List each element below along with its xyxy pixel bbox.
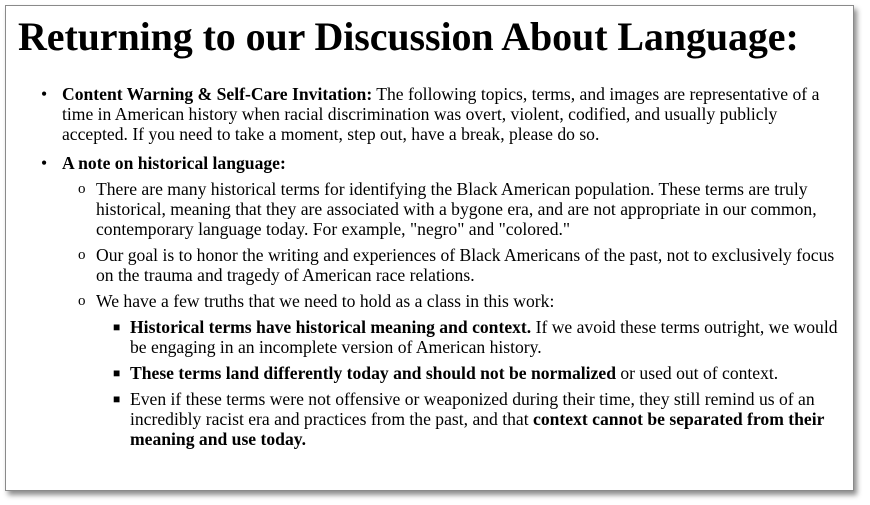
bullet-square-icon: ■ [113,392,121,406]
slide-content [6,84,846,458]
truths-text: We have a few truths that we need to hold as a class in this work: [96,291,555,311]
bullet-square-icon: ■ [113,366,121,380]
truth-land-bold: These terms land differently today and should not be normalized [130,363,616,383]
content-warning-heading: Content Warning & Self-Care Invitation: [62,84,373,104]
truth-item-meaning [96,317,846,357]
terms-text: There are many historical terms for identifying the Black American population. These terms are truly historical, meaning that they are associated with a bygone era, and are not appropriate in our common, contemporary language today. For example, "negro" and "colored." [96,179,817,239]
content-warning-text: The following topics, terms, and images are representative of a time in American history when racial discrimination was overt, violent, codified, and usually publicly accepted. If you need to take a moment, step out, have a break, please do so. [62,84,820,144]
truth-meaning-text: If we avoid these terms outright, we would be engaging in an incomplete version of American history. [130,317,838,357]
bullet-circle-icon: o [78,293,86,309]
bullet-circle-icon: o [78,247,86,263]
bullet-historical-note [6,153,846,449]
slide [5,5,854,491]
bullet-dot-icon: • [41,153,48,173]
truth-remind-text: Even if these terms were not offensive or weaponized during their time, they still remind us of an incredibly racist era and practices from the past, and that [130,389,815,429]
sub-bullet-terms [62,179,846,239]
bullet-circle-icon: o [78,181,86,197]
historical-note-heading: A note on historical language: [62,153,286,173]
truth-land-text: or used out of context. [615,363,779,383]
bullet-dot-icon: • [41,84,48,104]
truth-item-land [96,363,846,383]
bullet-content-warning [6,84,846,144]
sub-bullet-goal [62,245,846,285]
truth-remind-bold: context cannot be separated from their meaning and use today. [130,409,825,449]
bullet-square-icon: ■ [113,320,121,334]
goal-text: Our goal is to honor the writing and experiences of Black Americans of the past, not to exclusively focus on the trauma and tragedy of American race relations. [96,245,835,285]
truths-list [96,317,846,449]
truth-meaning-bold: Historical terms have historical meaning and context. [130,317,532,337]
slide-title: Returning to our Discussion About Language: [18,14,799,59]
sub-bullet-list [62,179,846,449]
sub-bullet-truths [62,291,846,449]
truth-item-remind [96,389,846,449]
bullet-list [6,84,846,449]
